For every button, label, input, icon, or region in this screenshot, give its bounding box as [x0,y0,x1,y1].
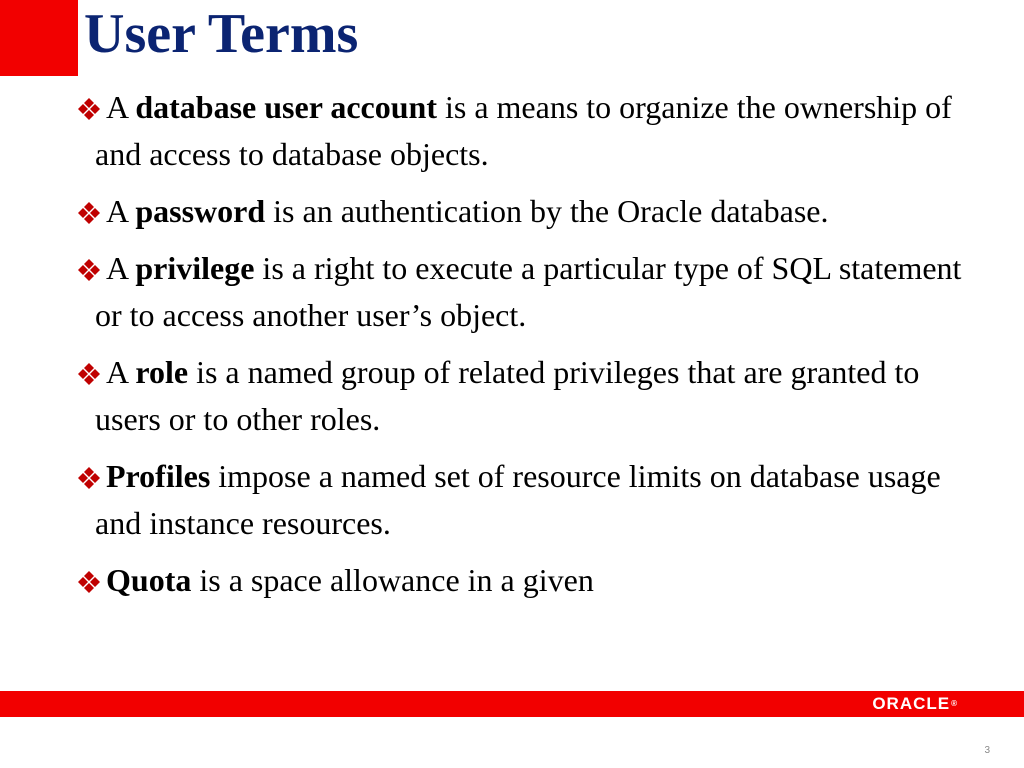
slide-title: User Terms [84,3,359,65]
footer-red-bar [0,691,1024,717]
bullet-text: is a named group of related privileges that are granted to users or to other roles. [95,354,920,437]
bullet-text: impose a named set of resource limits on database usage and instance resources. [95,458,941,541]
bullet-text: is a space allowance in a given [191,562,594,598]
bullet-text: is an authentication by the Oracle database. [265,193,829,229]
bullet-term: database user account [135,89,437,125]
bullet-prefix: A [106,193,136,229]
bullet-text: is a right to execute a particular type of SQL statement or to access another user’s object. [95,250,962,333]
bullet-list [76,84,976,614]
bullet-text: is a means to organize the ownership of and access to database objects. [95,89,952,172]
diamond-bullet-icon [76,467,104,491]
bullet-term: Quota [106,562,192,598]
bullet-prefix: A [106,354,136,390]
bullet-item [76,349,976,443]
bullet-term: privilege [135,250,255,286]
diamond-bullet-icon [76,571,104,595]
bullet-item [76,453,976,547]
oracle-logo-text: ORACLE [872,694,951,713]
bullet-prefix: A [106,250,136,286]
bullet-item [76,84,976,178]
bullet-term: password [135,193,266,229]
diamond-bullet-icon [76,363,104,387]
oracle-logo [872,695,958,713]
page-number: 3 [984,745,990,756]
bullet-item [76,188,976,235]
bullet-prefix: A [106,89,136,125]
bullet-item [76,245,976,339]
bullet-item [76,557,976,604]
diamond-bullet-icon [76,202,104,226]
diamond-bullet-icon [76,98,104,122]
corner-red-block [0,0,78,76]
bullet-term: Profiles [106,458,211,494]
registered-mark: ® [951,699,958,708]
diamond-bullet-icon [76,259,104,283]
bullet-term: role [135,354,189,390]
